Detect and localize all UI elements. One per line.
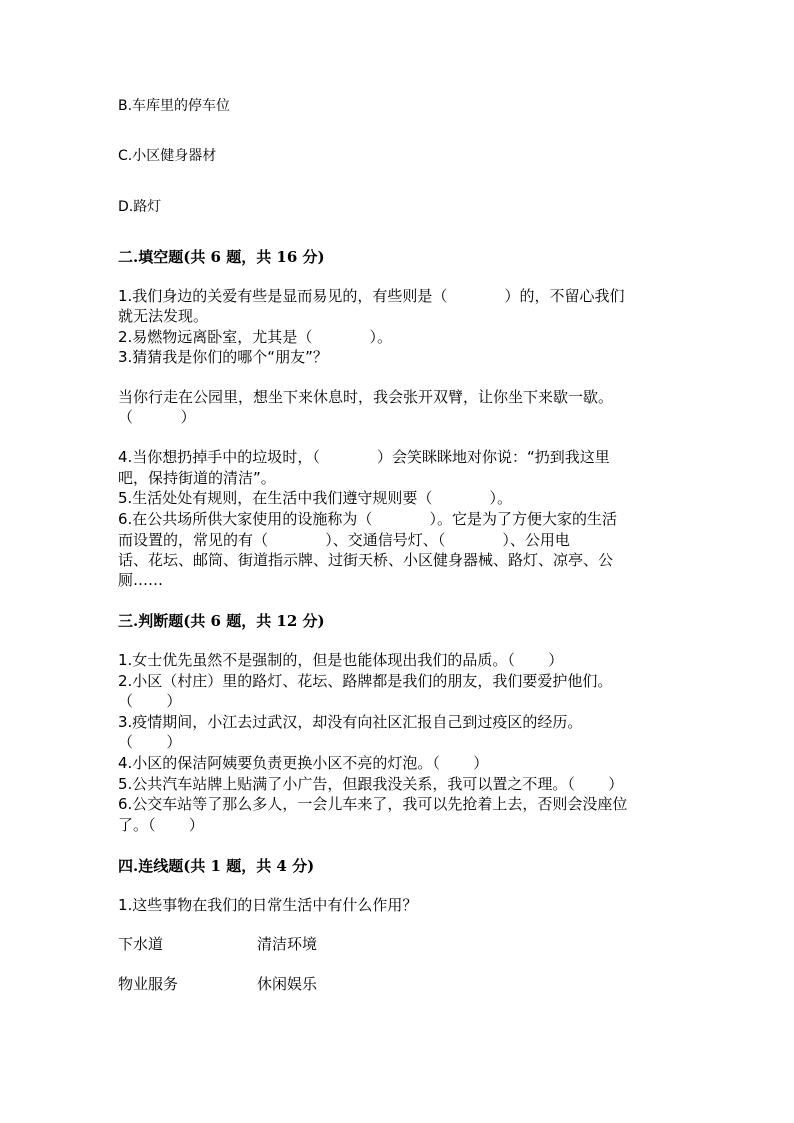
section-4-heading: 四.连线题(共 1 题，共 4 分)	[118, 857, 315, 875]
judge-q5: 5.公共汽车站牌上贴满了小广告，但跟我没关系，我可以置之不理。（ ）	[118, 775, 624, 793]
match-left-item: 下水道	[118, 935, 164, 953]
match-right-item: 清洁环境	[257, 935, 318, 953]
match-right-item: 休闲娱乐	[257, 975, 318, 993]
judge-q4: 4.小区的保洁阿姨要负责更换小区不亮的灯泡。（ ）	[118, 754, 489, 772]
fill-q1-line1: 1.我们身边的关爱有些是显而易见的，有些则是（ ）的，不留心我们	[118, 287, 625, 305]
option-b: B.车库里的停车位	[118, 98, 231, 114]
judge-q3: 3.疫情期间，小江去过武汉，却没有向社区汇报自己到过疫区的经历。	[118, 713, 583, 731]
fill-q3-riddle: 当你行走在公园里，想坐下来休息时，我会张开双臂，让你坐下来歇一歇。	[118, 388, 614, 406]
fill-q4-line2: 吧，保持街道的清洁”。	[118, 469, 276, 487]
fill-q3-blank: （ ）	[118, 408, 196, 426]
judge-q3-blank: （ ）	[118, 733, 182, 751]
fill-q6-line3: 话、花坛、邮筒、街道指示牌、过街天桥、小区健身器械、路灯、凉亭、公	[118, 551, 614, 569]
fill-q5: 5.生活处处有规则，在生活中我们遵守规则要（ ）。	[118, 489, 513, 507]
fill-q6-line1: 6.在公共场所供大家使用的设施称为（ ）。它是为了方便大家的生活	[118, 510, 618, 528]
judge-q2: 2.小区（村庄）里的路灯、花坛、路牌都是我们的朋友，我们要爱护他们。	[118, 672, 613, 690]
fill-q3: 3.猜猜我是你们的哪个“朋友”？	[118, 348, 328, 366]
fill-q1-line2: 就无法发现。	[118, 307, 209, 325]
fill-q6-line2: 而设置的，常见的有（ ）、交通信号灯、（ ）、公用电	[118, 531, 570, 549]
option-c: C.小区健身器材	[118, 148, 217, 164]
fill-q2: 2.易燃物远离卧室，尤其是（ ）。	[118, 328, 393, 346]
match-question: 1.这些事物在我们的日常生活中有什么作用？	[118, 896, 418, 914]
judge-q2-blank: （ ）	[118, 692, 182, 710]
fill-q4-line1: 4.当你想扔掉手中的垃圾时，（ ）会笑眯眯地对你说：“扔到我这里	[118, 448, 610, 466]
section-2-heading: 二.填空题(共 6 题，共 16 分)	[118, 248, 325, 266]
match-left-item: 物业服务	[118, 975, 179, 993]
section-3-heading: 三.判断题(共 6 题，共 12 分)	[118, 612, 325, 630]
fill-q6-line4: 厕……	[118, 571, 164, 589]
judge-q6-line1: 6.公交车站等了那么多人，一会儿车来了，我可以先抢着上去，否则会没座位	[118, 795, 628, 813]
judge-q1: 1.女士优先虽然不是强制的，但是也能体现出我们的品质。（ ）	[118, 651, 564, 669]
judge-q6-line2: 了。（ ）	[118, 816, 204, 834]
option-d: D.路灯	[118, 199, 162, 215]
